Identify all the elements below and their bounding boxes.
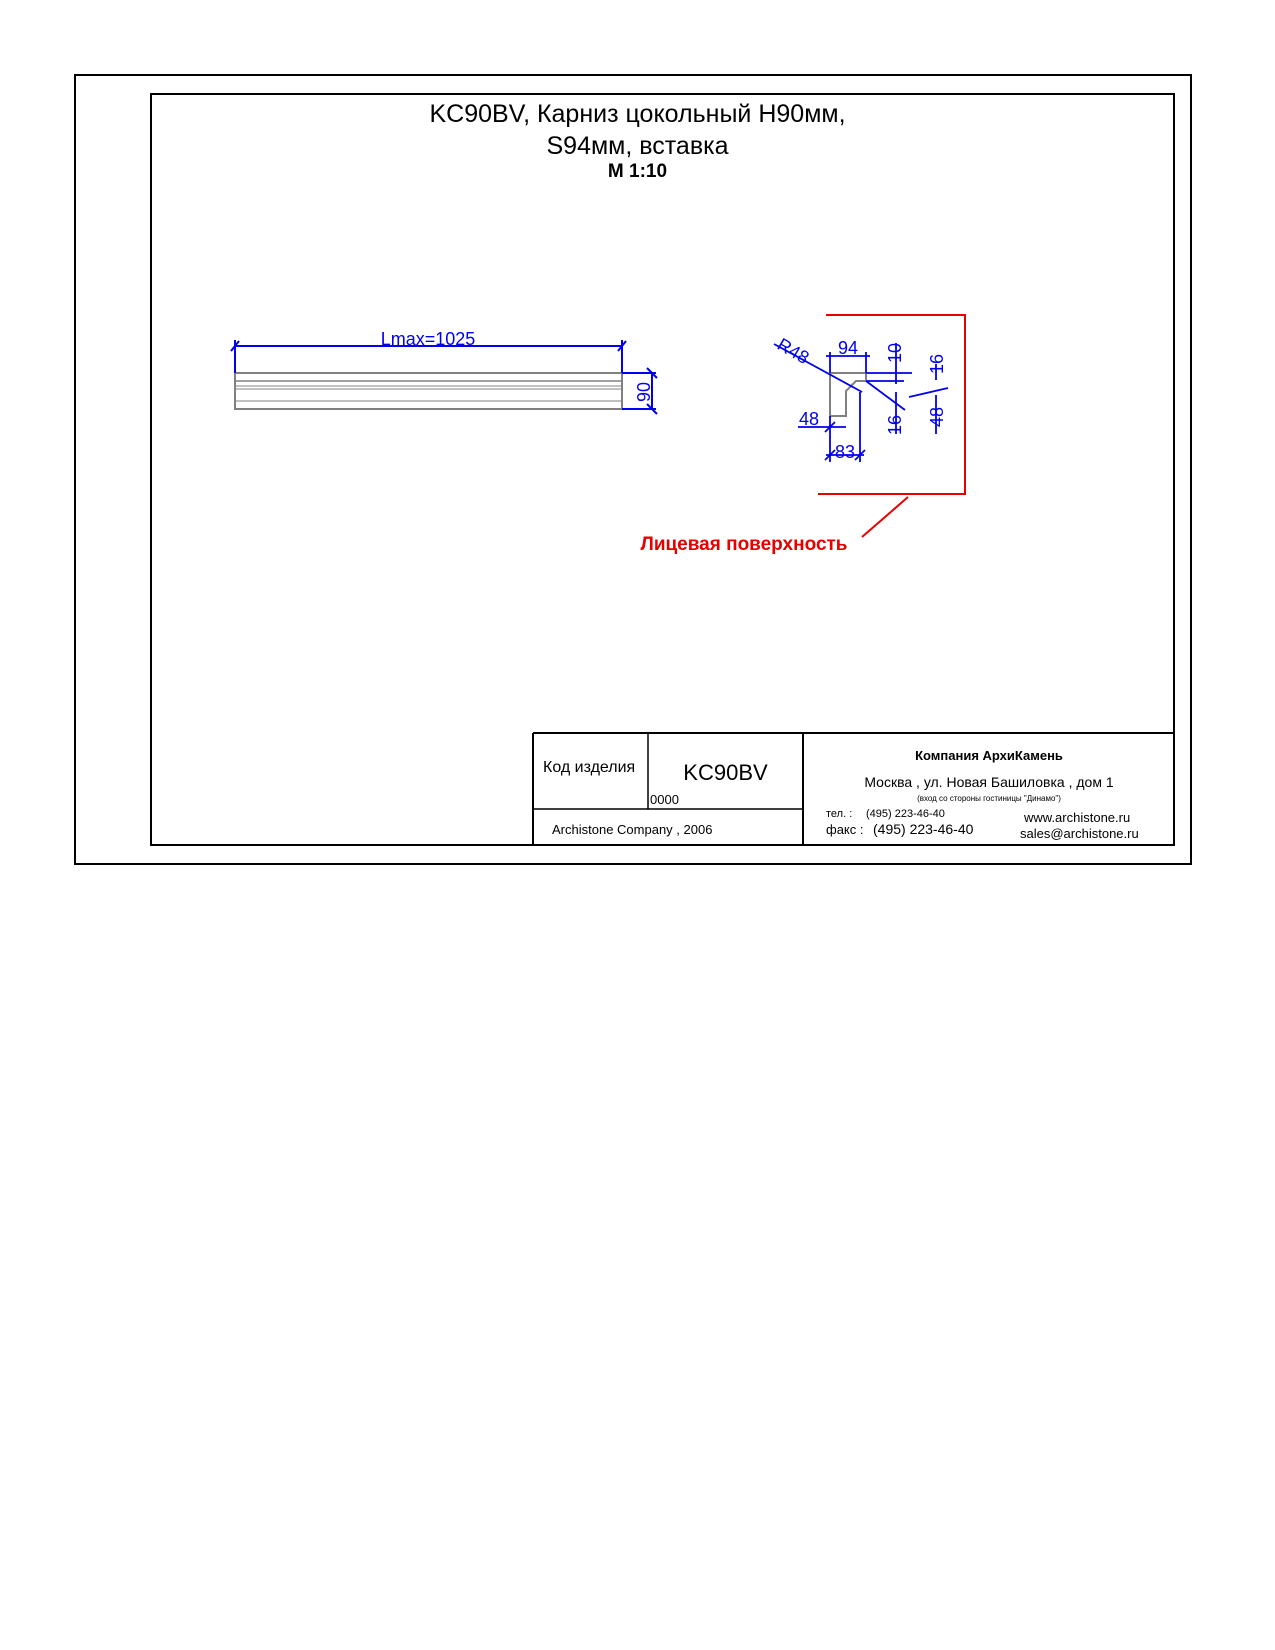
- dim-48-right: 48: [927, 406, 947, 428]
- copyright: Archistone Company , 2006: [552, 822, 713, 837]
- fax-number: (495) 223-46-40: [873, 821, 974, 837]
- radius-label: R48: [774, 334, 813, 368]
- email-link[interactable]: sales@archistone.ru: [1020, 826, 1139, 841]
- item-number: 0000: [650, 792, 679, 807]
- dim-16-bottom: 16: [885, 414, 905, 436]
- drawing-title: KC90BV, Карниз цокольный H90мм,: [429, 100, 846, 128]
- drawing-subtitle: S94мм, вставка: [546, 132, 729, 160]
- fax-label: факс :: [826, 822, 864, 837]
- company-address: Москва , ул. Новая Башиловка , дом 1: [864, 774, 1114, 790]
- dim-83: 83: [834, 442, 856, 462]
- dim-10: 10: [885, 342, 905, 364]
- code-label: Код изделия: [543, 759, 636, 776]
- website-link[interactable]: www.archistone.ru: [1024, 810, 1131, 825]
- height-label: 90: [634, 381, 654, 403]
- code-value: KC90BV: [683, 760, 768, 785]
- face-surface-label: Лицевая поверхность: [640, 534, 848, 555]
- elevation-view: [235, 373, 622, 409]
- length-label: Lmax=1025: [380, 329, 476, 349]
- entrance-note: (вход со стороны гостиницы "Динамо"): [917, 794, 1061, 803]
- phone-label: тел. :: [826, 808, 853, 820]
- phone-number: (495) 223-46-40: [866, 808, 945, 820]
- drawing-scale: M 1:10: [607, 161, 668, 182]
- company-name: Компания АрхиКамень: [915, 748, 1063, 763]
- dim-48-left: 48: [798, 409, 820, 429]
- dim-94: 94: [837, 338, 859, 358]
- elevation-outline: [235, 373, 622, 409]
- dim-16-top: 16: [927, 353, 947, 375]
